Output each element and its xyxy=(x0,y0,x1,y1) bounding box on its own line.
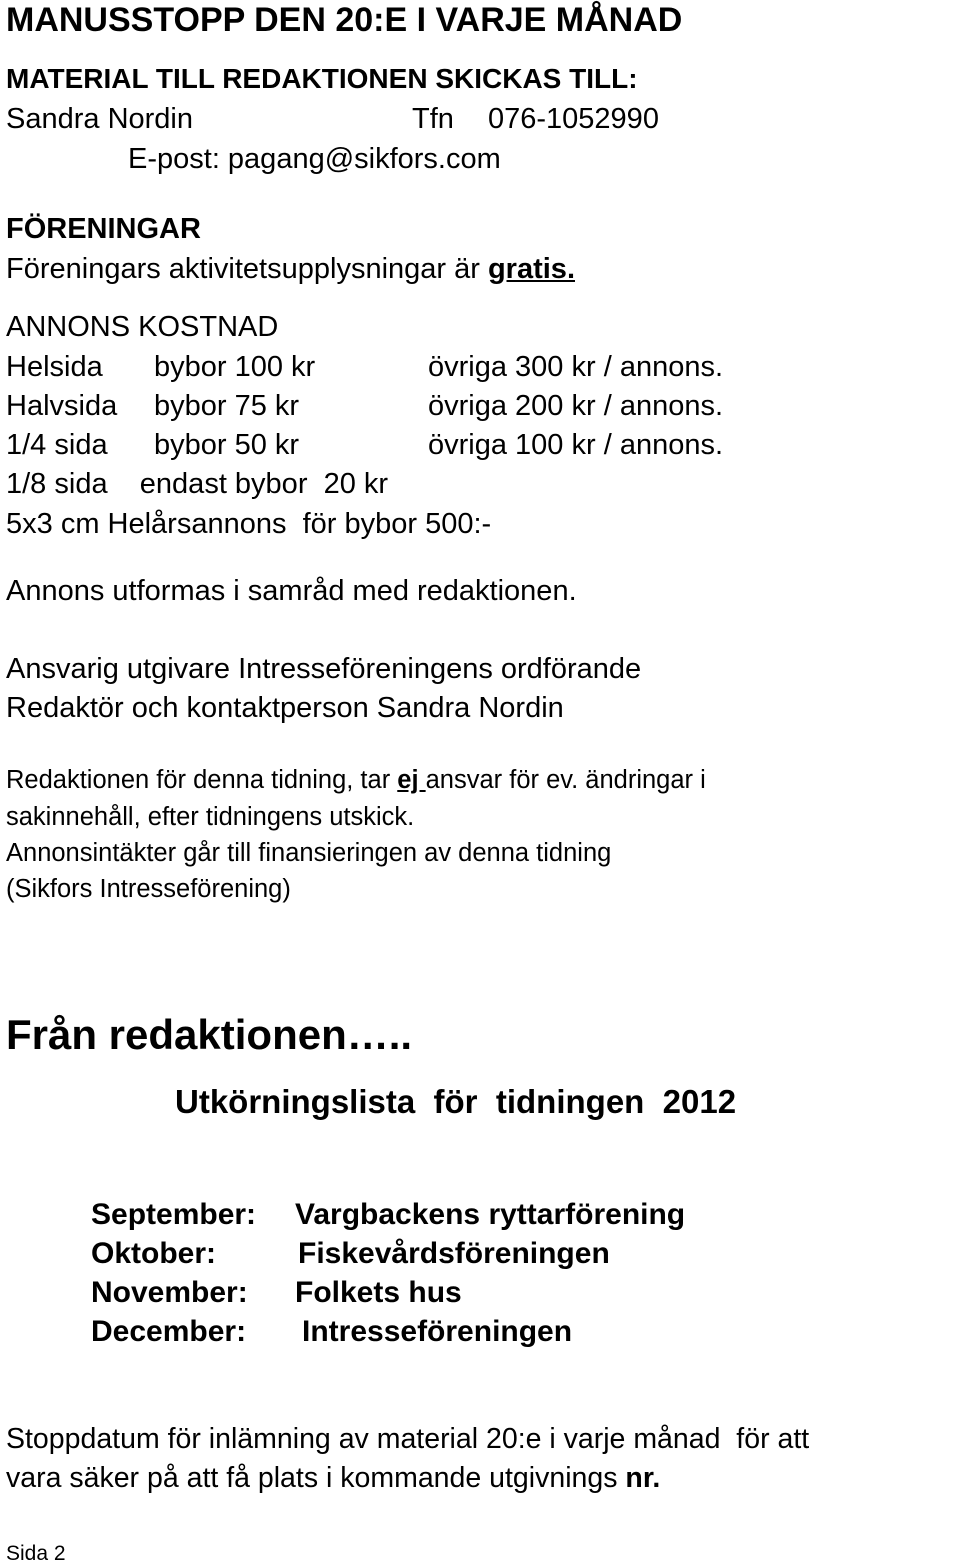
disclaimer-line-1 xyxy=(6,768,706,794)
phone-label: Tfn xyxy=(412,103,454,135)
associations-text xyxy=(6,255,575,284)
ad-row-others: övriga 100 kr / annons. xyxy=(428,429,724,461)
ad-row-size: Helsida xyxy=(6,351,103,383)
schedule-org: Fiskevårdsföreningen xyxy=(298,1237,610,1270)
publisher-line: Ansvarig utgivare Intresseföreningens ordförande xyxy=(6,653,642,685)
ad-row-others: övriga 200 kr / annons. xyxy=(428,390,724,422)
editorial-heading: Från redaktionen….. xyxy=(6,1011,413,1058)
disclaimer-suffix: ansvar för ev. ändringar i xyxy=(425,766,706,794)
contact-name: Sandra Nordin xyxy=(6,103,193,135)
disclaimer-line-2: sakinnehåll, efter tidningens utskick. xyxy=(6,803,415,831)
ad-row-resident: bybor 75 kr xyxy=(154,390,300,422)
editor-line: Redaktör och kontaktperson Sandra Nordin xyxy=(6,692,564,724)
schedule-org: Intresseföreningen xyxy=(302,1315,573,1348)
ad-row-size: Halvsida xyxy=(6,390,118,422)
stop-date-prefix: vara säker på att få plats i kommande utgivnings xyxy=(6,1462,626,1494)
ad-row-size: 1/4 sida xyxy=(6,429,108,461)
free-emphasis: gratis. xyxy=(487,253,575,285)
ad-eighth-page: 1/8 sida endast bybor 20 kr xyxy=(6,468,389,500)
ad-yearly: 5x3 cm Helårsannons för bybor 500:- xyxy=(6,508,492,540)
disclaimer-line-4: (Sikfors Intresseförening) xyxy=(6,875,291,903)
schedule-month: December: xyxy=(91,1315,247,1348)
phone-number: 076-1052990 xyxy=(488,103,659,135)
number-emphasis: nr. xyxy=(625,1462,661,1494)
delivery-list-title: Utkörningslista för tidningen 2012 xyxy=(175,1083,737,1120)
associations-text-prefix: Föreningars aktivitetsupplysningar är xyxy=(6,253,488,285)
schedule-month: September: xyxy=(91,1198,257,1231)
deadline-heading: MANUSSTOPP DEN 20:E I VARJE MÅNAD xyxy=(6,1,683,39)
email-line: E-post: pagang@sikfors.com xyxy=(128,143,501,175)
ad-row-resident: bybor 100 kr xyxy=(154,351,316,383)
schedule-org: Folkets hus xyxy=(295,1276,462,1309)
schedule-org: Vargbackens ryttarförening xyxy=(295,1198,686,1231)
ad-row-resident: bybor 50 kr xyxy=(154,429,300,461)
page-number: Sida 2 xyxy=(6,1542,66,1565)
stop-date-line-1: Stoppdatum för inlämning av material 20:e i varje månad för att xyxy=(6,1423,810,1455)
schedule-month: November: xyxy=(91,1276,248,1309)
send-to-heading: MATERIAL TILL REDAKTIONEN SKICKAS TILL: xyxy=(6,63,638,94)
not-emphasis: ej xyxy=(397,766,426,794)
associations-heading: FÖRENINGAR xyxy=(6,213,201,245)
ad-design-note: Annons utformas i samråd med redaktionen. xyxy=(6,575,577,607)
disclaimer-line-3: Annonsintäkter går till finansieringen av denna tidning xyxy=(6,839,612,867)
ad-cost-heading: ANNONS KOSTNAD xyxy=(6,311,279,343)
disclaimer-prefix: Redaktionen för denna tidning, tar xyxy=(6,766,398,794)
schedule-month: Oktober: xyxy=(91,1237,217,1270)
ad-row-others: övriga 300 kr / annons. xyxy=(428,351,724,383)
stop-date-line-2 xyxy=(6,1464,660,1493)
